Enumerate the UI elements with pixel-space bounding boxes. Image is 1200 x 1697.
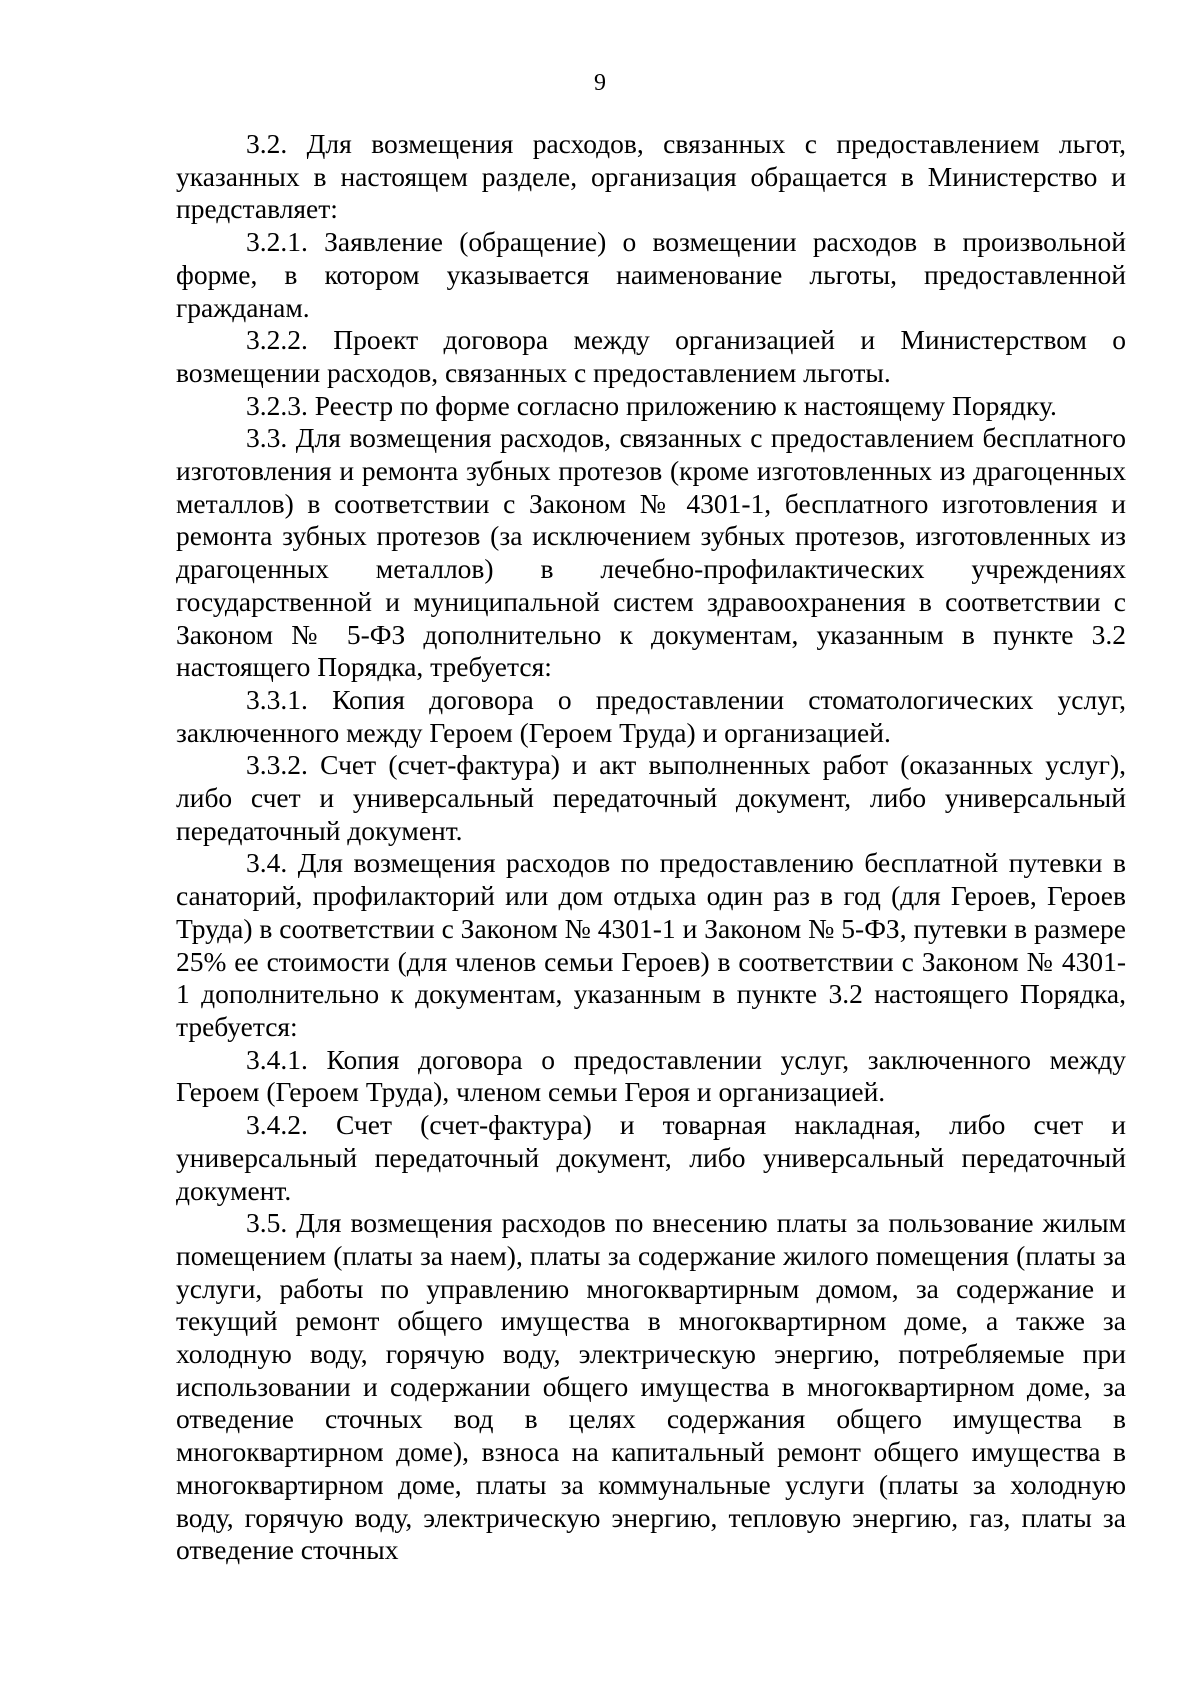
paragraph-3-2-1: 3.2.1. Заявление (обращение) о возмещении расходов в произвольной форме, в котором указывается наименование льготы, предоставленной гражданам. [176, 226, 1126, 323]
paragraph-3-2-3: 3.2.3. Реестр по форме согласно приложению к настоящему Порядку. [246, 389, 1057, 421]
paragraph-3-5: 3.5. Для возмещения расходов по внесению платы за пользование жилым помещением (платы за наем), платы за содержание жилого помещения (платы за услуги, работы по управлению многоквартирным домом, за содержание и текущий ремонт общего имущества в многоквартирном доме, а также за холодную воду, горячую воду, электрическую энергию, потребляемые при использовании и содержании общего имущества в многоквартирном доме, за отведение сточных вод в целях содержания общего имущества в многоквартирном доме), взноса на капитальный ремонт общего имущества в многоквартирном доме, платы за коммунальные услуги (платы за холодную воду, горячую воду, электрическую энергию, тепловую энергию, газ, платы за отведение сточных [176, 1207, 1126, 1566]
paragraph-3-2: 3.2. Для возмещения расходов, связанных с предоставлением льгот, указанных в настоящем разделе, организация обращается в Министерство и представляет: [176, 128, 1126, 225]
page-number: 9 [594, 70, 606, 96]
paragraph-3-4-1: 3.4.1. Копия договора о предоставлении услуг, заключенного между Героем (Героем Труда), членом семьи Героя и организацией. [176, 1043, 1126, 1108]
paragraph-3-3-1: 3.3.1. Копия договора о предоставлении стоматологических услуг, заключенного между Героем (Героем Труда) и организацией. [176, 683, 1126, 748]
paragraph-3-3: 3.3. Для возмещения расходов, связанных с предоставлением бесплатного изготовления и ремонта зубных протезов (кроме изготовленных из драгоценных металлов) в соответствии с Законом № 4301-1, бесплатного изготовления и ремонта зубных протезов (за исключением зубных протезов, изготовленных из драгоценных металлов) в лечебно-профилактических учреждениях государственной и муниципальной систем здравоохранения в соответствии с Законом № 5-ФЗ дополнительно к документам, указанным в пункте 3.2 настоящего Порядка, требуется: [176, 422, 1126, 683]
paragraph-3-4: 3.4. Для возмещения расходов по предоставлению бесплатной путевки в санаторий, профилакторий или дом отдыха один раз в год (для Героев, Героев Труда) в соответствии с Законом № 4301-1 и Законом № 5-ФЗ, путевки в размере 25% ее стоимости (для членов семьи Героев) в соответствии с Законом № 4301-1 дополнительно к документам, указанным в пункте 3.2 настоящего Порядка, требуется: [176, 847, 1126, 1042]
paragraph-3-3-2: 3.3.2. Счет (счет-фактура) и акт выполненных работ (оказанных услуг), либо счет и универсальный передаточный документ, либо универсальный передаточный документ. [176, 749, 1126, 846]
document-body [176, 128, 1126, 1567]
paragraph-3-4-2: 3.4.2. Счет (счет-фактура) и товарная накладная, либо счет и универсальный передаточный документ, либо универсальный передаточный документ. [176, 1109, 1126, 1206]
paragraph-3-2-2: 3.2.2. Проект договора между организацией и Министерством о возмещении расходов, связанных с предоставлением льготы. [176, 324, 1126, 388]
